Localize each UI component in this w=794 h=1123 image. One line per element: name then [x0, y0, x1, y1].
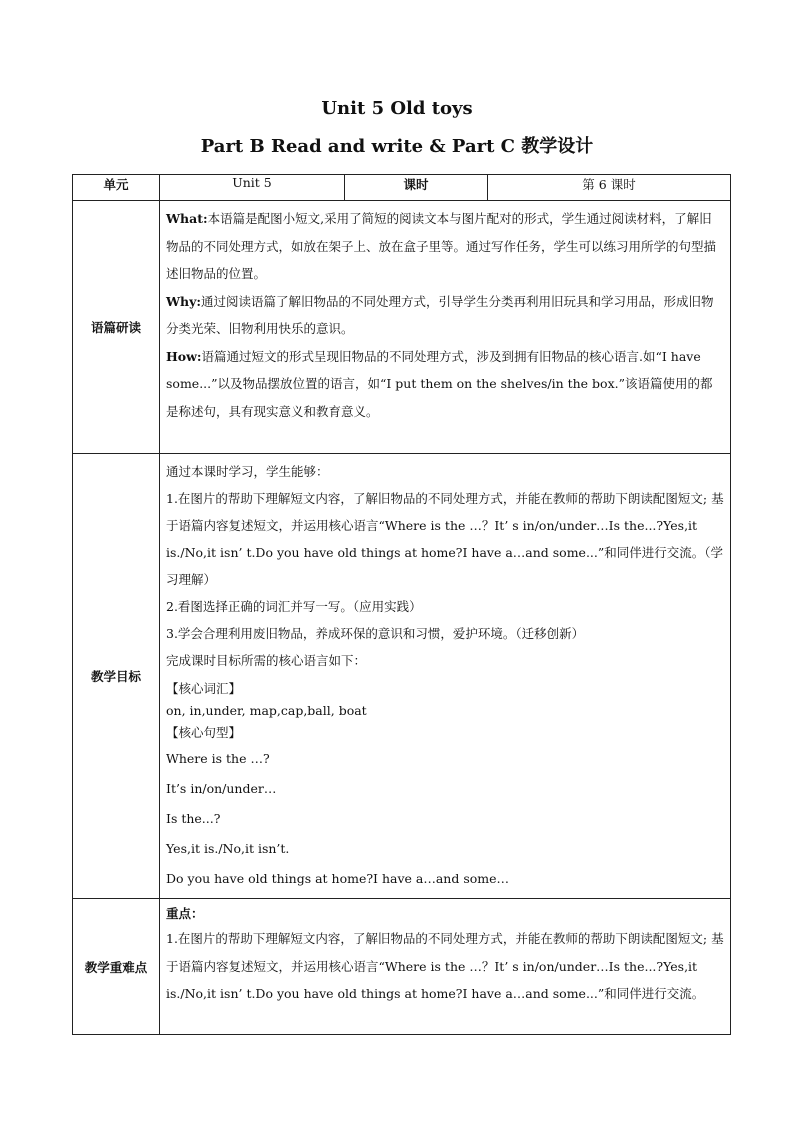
- why-text: 通过阅读语篇了解旧物品的不同处理方式，引导学生分类再利用旧玩具和学习用品，形成旧物分类光荣、旧物利用快乐的意识。: [166, 293, 714, 336]
- objectives-row: [73, 454, 731, 899]
- key-points-content: [160, 899, 731, 1035]
- what-paragraph: [166, 205, 724, 288]
- text-study-content: [160, 201, 731, 454]
- pattern-4: Yes,it is./No,it isn’t.: [166, 841, 290, 856]
- text-study-row: [73, 201, 731, 454]
- objectives-intro: 通过本课时学习，学生能够：: [166, 464, 329, 479]
- objective-item-3: 3.学会合理利用废旧物品，养成环保的意识和习惯，爱护环境。（迁移创新）: [166, 626, 585, 641]
- text-study-label: 语篇研读: [73, 201, 160, 454]
- unit-label: 单元: [73, 175, 160, 201]
- objectives-content: [160, 454, 731, 899]
- what-key: What:: [166, 211, 208, 226]
- pattern-3: Is the...?: [166, 811, 221, 826]
- core-language-intro: 完成课时目标所需的核心语言如下：: [166, 653, 367, 668]
- period-label: 课时: [345, 175, 488, 201]
- document-title: Unit 5 Old toys: [321, 98, 473, 119]
- how-key: How:: [166, 348, 202, 364]
- how-paragraph: [166, 343, 724, 426]
- document-subtitle: Part B Read and write & Part C 教学设计: [200, 136, 594, 157]
- vocab-list: on, in,under, map,cap,ball, boat: [166, 703, 367, 718]
- pattern-5: Do you have old things at home?I have a…and some…: [166, 871, 510, 886]
- why-key: Why:: [166, 293, 202, 309]
- pattern-1: Where is the …?: [166, 751, 270, 766]
- pattern-2: It’s in/on/under…: [166, 781, 277, 796]
- unit-value: Unit 5: [160, 175, 345, 201]
- objective-item-1: 1.在图片的帮助下理解短文内容，了解旧物品的不同处理方式，并能在教师的帮助下朗读配图短文; 基于语篇内容复述短文，并运用核心语言“Where is the …？It’ s in/on/under…Is the...?Yes,it is./No,it isn’ t.Do you have old things at home?I have a…and some...”和同伴进行交流。（学习理解）: [166, 491, 724, 587]
- why-paragraph: [166, 288, 724, 343]
- key-points-row: [73, 899, 731, 1035]
- what-text: 本语篇是配图小短文,采用了简短的阅读文本与图片配对的形式，学生通过阅读材料，了解旧物品的不同处理方式，如放在架子上、放在盒子里等。通过写作任务，学生可以练习用所学的句型描述旧物品的位置。: [166, 211, 717, 281]
- key-points-heading: 重点：: [166, 906, 204, 921]
- period-value: 第 6 课时: [488, 175, 731, 201]
- objectives-label: 教学目标: [73, 454, 160, 899]
- header-row: [73, 175, 731, 201]
- key-points-label: 教学重难点: [73, 899, 160, 1035]
- vocab-heading: 【核心词汇】: [166, 681, 242, 696]
- pattern-heading: 【核心句型】: [166, 725, 242, 740]
- lesson-plan-table: [72, 174, 731, 1035]
- how-text: 语篇通过短文的形式呈现旧物品的不同处理方式，涉及到拥有旧物品的核心语言.如“I have some...”以及物品摆放位置的语言，如“I put them on the shelves/in the box.”该语篇使用的都是称述句，具有现实意义和教育意义。: [166, 348, 713, 419]
- objective-item-2: 2.看图选择正确的词汇并写一写。（应用实践）: [166, 599, 422, 614]
- key-points-text: 1.在图片的帮助下理解短文内容，了解旧物品的不同处理方式，并能在教师的帮助下朗读配图短文; 基于语篇内容复述短文，并运用核心语言“Where is the …？It’ s in/on/under…Is the...?Yes,it is./No,it isn’ t.Do you have old things at home?I have a…and some...”和同伴进行交流。: [166, 931, 724, 1001]
